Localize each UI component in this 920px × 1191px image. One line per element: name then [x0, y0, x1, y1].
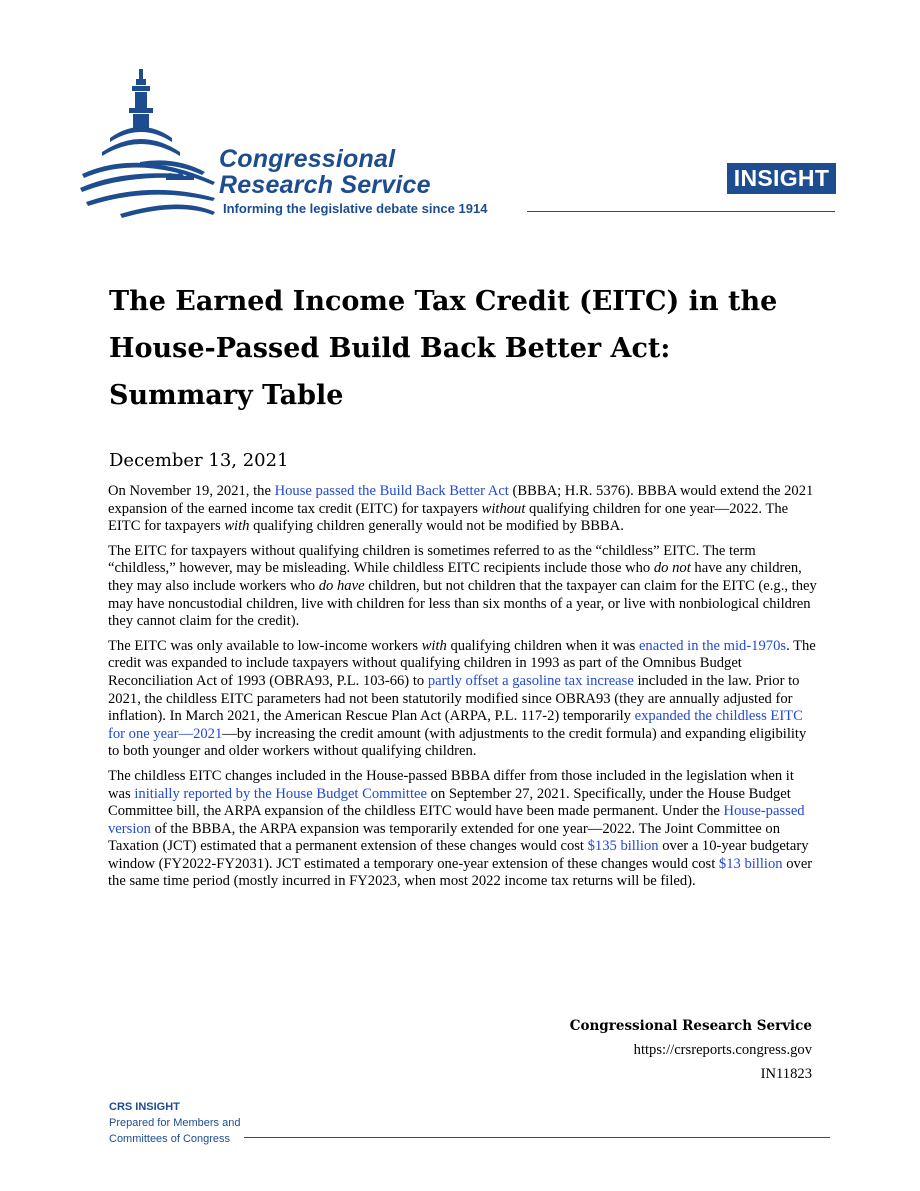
paragraph	[108, 483, 820, 536]
insight-badge: INSIGHT	[727, 163, 836, 194]
footer	[109, 1099, 240, 1147]
text-run: The EITC for taxpayers without qualifying children is sometimes referred to as the “childless” EITC. The term “childless,” however, may be misleading. While childless EITC recipients include those who	[108, 542, 756, 577]
signature-block	[570, 1014, 812, 1086]
footer-line: Prepared for Members and	[109, 1117, 241, 1129]
emphasis: with	[224, 518, 250, 535]
paragraph	[108, 543, 820, 631]
text-run: children, but not children that the taxpayer can claim for the EITC (e.g., they may have noncustodial children, live with children for less than six months of a year, or live with nonbiological children they cannot claim for the credit).	[108, 577, 817, 630]
capitol-dome-icon	[80, 64, 480, 224]
inline-link[interactable]: House-passed version	[108, 803, 805, 837]
text-run: on September 27, 2021. Specifically, under the House Budget Committee bill, the ARPA expansion of the childless EITC would have been made permanent. Under the	[108, 785, 791, 820]
inline-link[interactable]: expanded the childless EITC for one year—2021	[108, 708, 803, 742]
footer-line: Committees of Congress	[109, 1133, 231, 1145]
header-rule	[527, 211, 835, 212]
title-line: The Earned Income Tax Credit (EITC) in the	[109, 286, 778, 317]
paragraph	[108, 768, 820, 891]
footer-rule	[244, 1137, 830, 1138]
emphasis: without	[481, 500, 526, 517]
signature-url: https://crsreports.congress.gov	[633, 1042, 812, 1058]
emphasis: do have	[318, 577, 365, 594]
paragraph	[108, 638, 820, 761]
text-run: have any children, they may also include workers who	[108, 560, 802, 594]
inline-link[interactable]: initially reported by the House Budget Committee	[134, 785, 427, 802]
inline-link[interactable]: House passed the Build Back Better Act	[274, 483, 509, 499]
inline-link[interactable]: $13 billion	[718, 855, 783, 872]
text-run: over the same time period (mostly incurred in FY2023, when most 2022 income tax returns will be filed).	[108, 855, 813, 890]
text-run: over a 10-year budgetary window (FY2022-FY2031). JCT estimated a temporary one-year extension of these changes would cost	[108, 838, 809, 872]
tagline: Informing the legislative debate since 1914	[223, 201, 488, 216]
emphasis: with	[421, 637, 447, 654]
signature-org: Congressional Research Service	[569, 1018, 812, 1034]
text-run: of the BBBA, the ARPA expansion was temporarily extended for one year—2022. The Joint Committee on Taxation (JCT) estimated that a permanent extension of these changes would cost	[108, 820, 781, 855]
text-run: —by increasing the credit amount (with adjustments to the credit formula) and expanding eligibility to both younger and older workers without qualifying children.	[108, 725, 807, 760]
text-run: qualifying children for one year—2022. The EITC for taxpayers	[108, 500, 789, 535]
document-title	[109, 278, 829, 419]
document-body	[108, 483, 820, 898]
report-id: IN11823	[760, 1066, 812, 1082]
title-line: Summary Table	[109, 380, 344, 411]
text-run: included in the law. Prior to 2021, the childless EITC parameters had not been statutorily modified since OBRA93 (they are annually adjusted for inflation). In March 2021, the American Rescue Plan Act (ARPA, P.L. 117-2) temporarily	[108, 672, 800, 725]
inline-link[interactable]: $135 billion	[587, 838, 659, 855]
inline-link[interactable]: partly offset a gasoline tax increase	[427, 672, 634, 689]
text-run: The EITC was only available to low-income workers	[108, 637, 422, 654]
text-run: . The credit was expanded to include taxpayers without qualifying children in 1993 as part of the Omnibus Budget Reconciliation Act of 1993 (OBRA93, P.L. 103-66) to	[108, 637, 816, 689]
emphasis: do not	[653, 560, 691, 577]
text-run: qualifying children when it was	[446, 637, 639, 654]
title-line: House-Passed Build Back Better Act:	[109, 333, 671, 364]
text-run: (BBBA; H.R. 5376). BBBA would extend the 2021 expansion of the earned income tax credit (EITC) for taxpayers	[108, 483, 814, 517]
text-run: qualifying children generally would not be modified by BBBA.	[249, 518, 624, 535]
text-run: On November 19, 2021, the	[108, 483, 275, 499]
publication-date: December 13, 2021	[109, 450, 289, 471]
inline-link[interactable]: enacted in the mid-1970s	[638, 637, 787, 654]
org-name-line-2: Research Service	[219, 171, 431, 199]
text-run: The childless EITC changes included in the House-passed BBBA differ from those included in the legislation when it was	[108, 767, 794, 802]
footer-title: CRS INSIGHT	[109, 1101, 180, 1113]
org-name-line-1: Congressional	[219, 145, 396, 173]
